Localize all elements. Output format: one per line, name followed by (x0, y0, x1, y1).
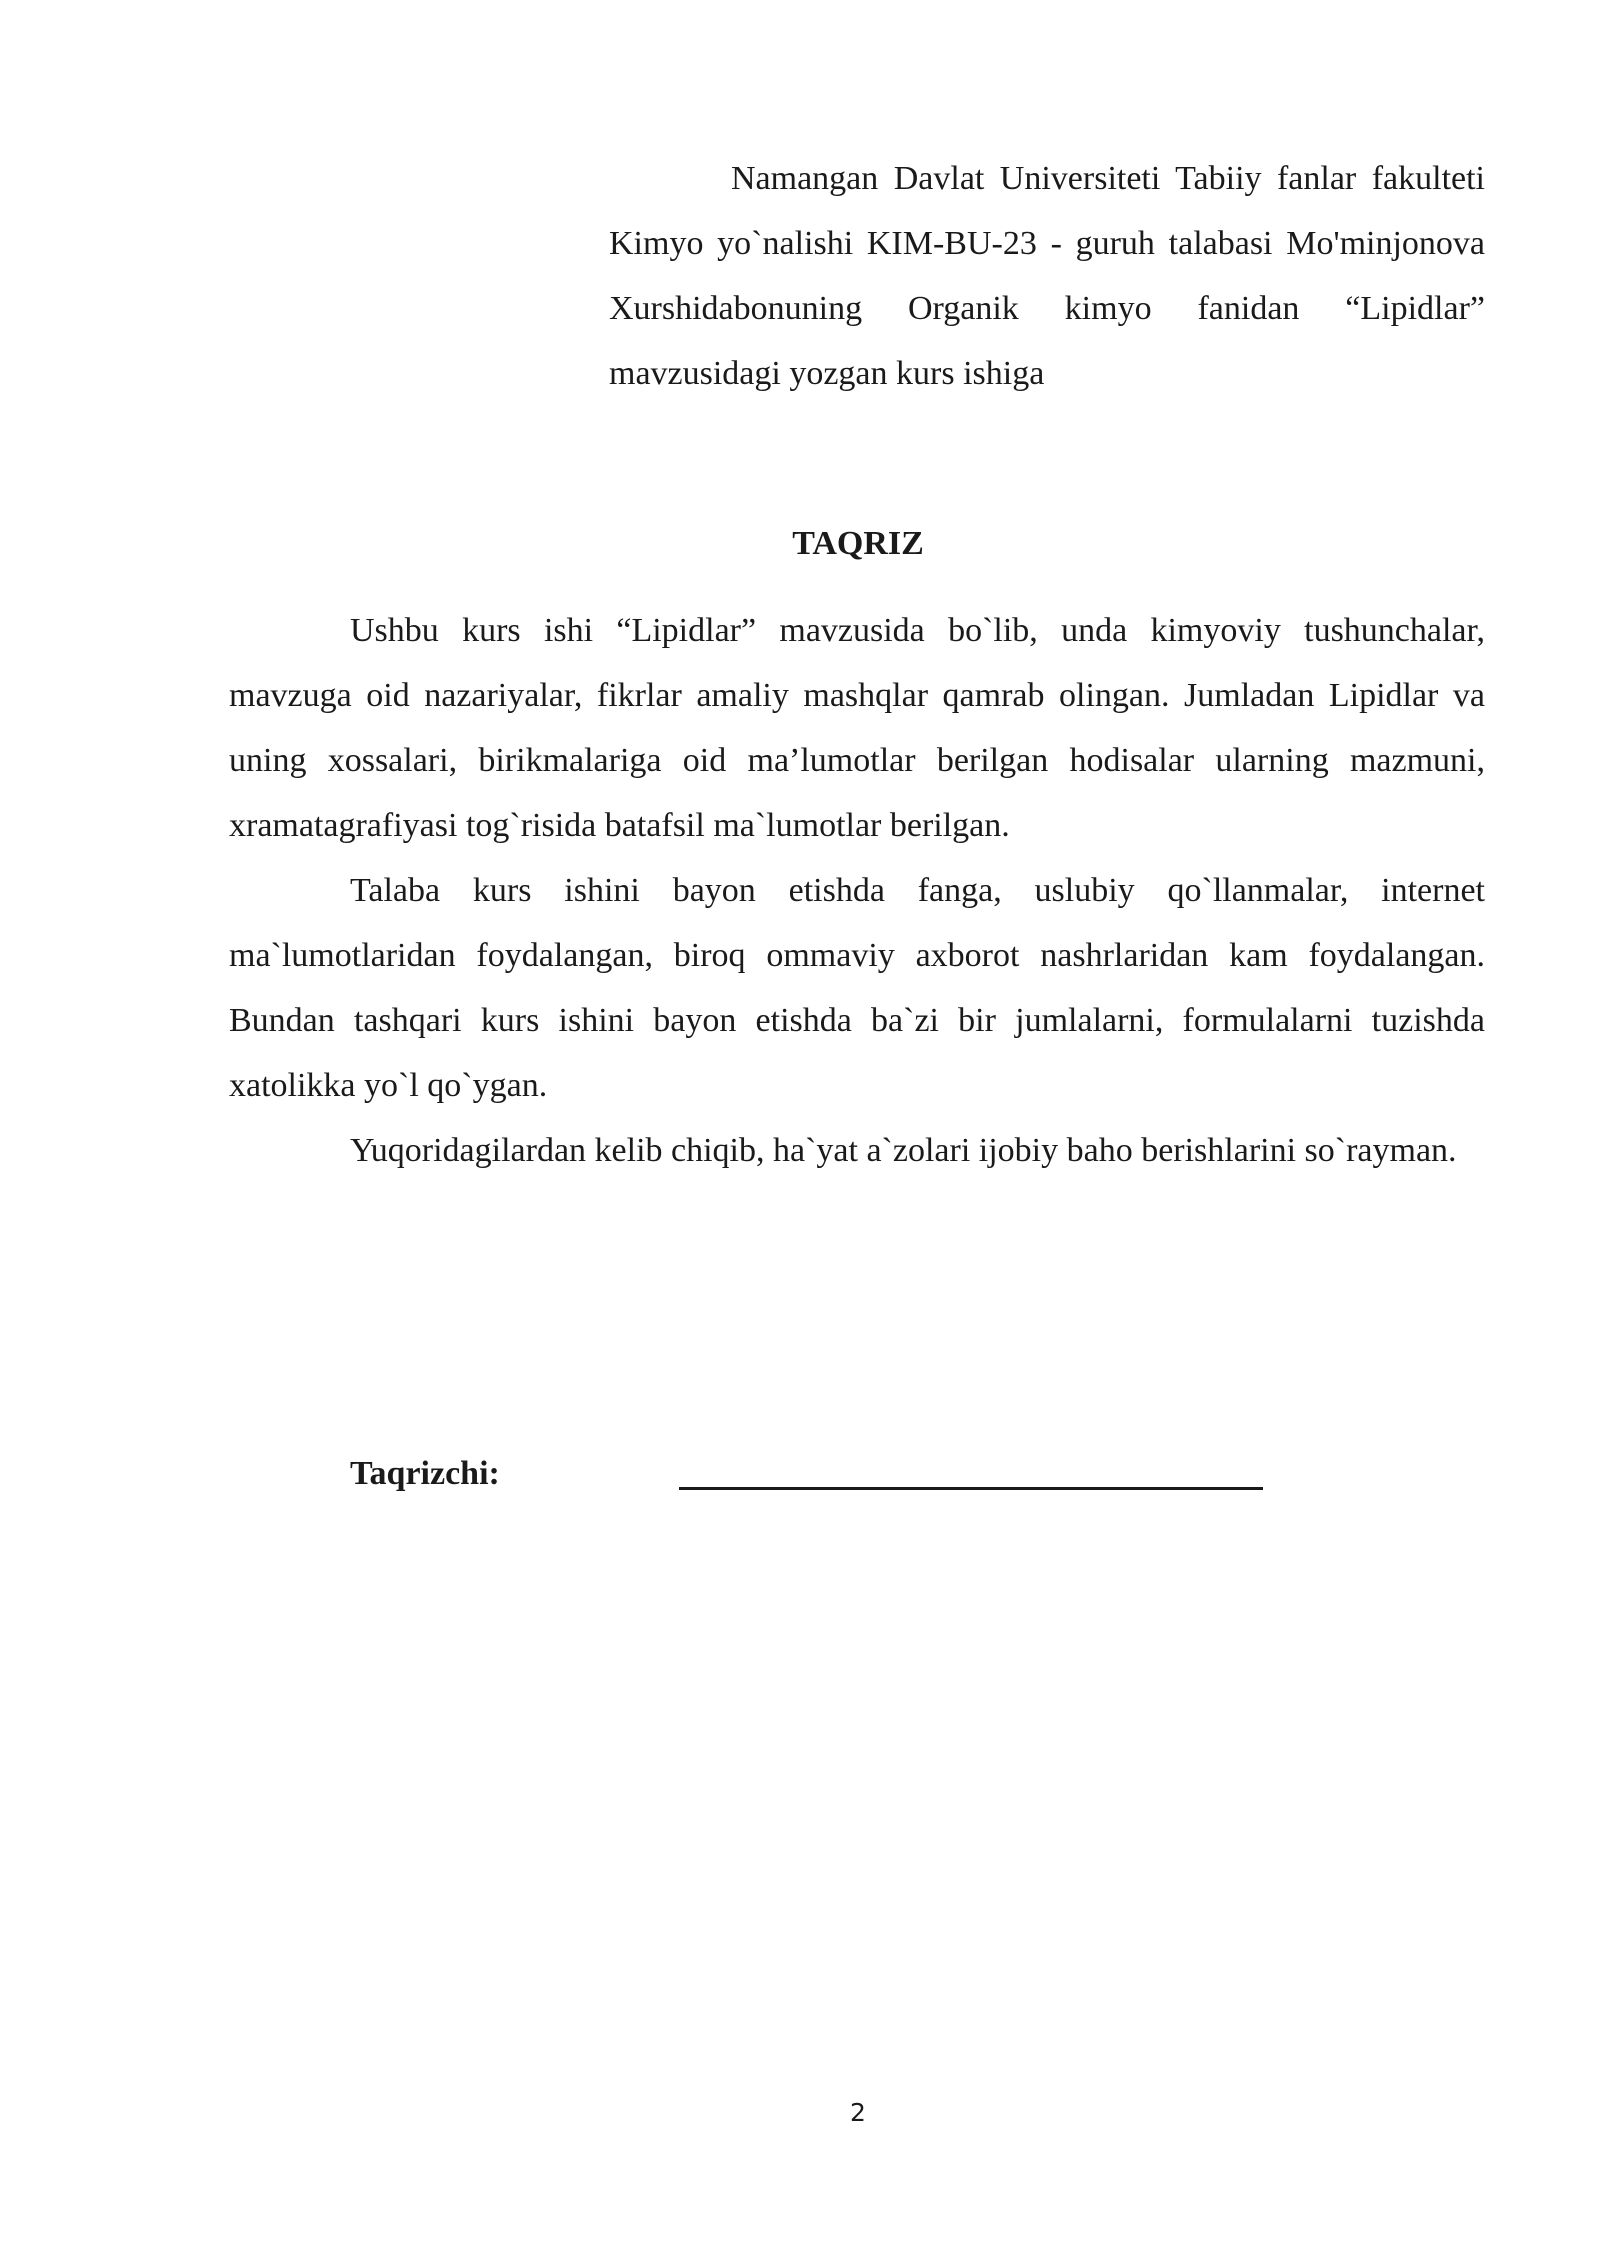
review-paragraph-2: Talaba kurs ishini bayon etishda fanga, uslubiy qo`llanmalar, internet ma`lumotlaridan foydalangan, biroq ommaviy axborot nashrlaridan kam foydalangan. Bundan tashqari kurs ishini bayon etishda ba`zi bir jumlalarni, formulalarni tuzishda xatolikka yo`l qo`ygan. (229, 872, 1485, 1104)
review-paragraph-1: Ushbu kurs ishi “Lipidlar” mavzusida bo`lib, unda kimyoviy tushunchalar, mavzuga oid nazariyalar, fikrlar amaliy mashqlar qamrab olingan. Jumladan Lipidlar va uning xossalari, birikmalariga oid ma’lumotlar berilgan hodisalar ularning mazmuni, xramatagrafiyasi tog`risida batafsil ma`lumotlar berilgan. (229, 612, 1485, 844)
review-paragraph-3: Yuqoridagilardan kelib chiqib, ha`yat a`zolari ijobiy baho berishlarini so`rayman. (350, 1132, 1457, 1169)
page-number: 2 (850, 2098, 866, 2127)
document-title: TAQRIZ (792, 525, 924, 562)
review-body (229, 598, 1485, 1183)
signature-line (679, 1487, 1263, 1490)
reviewer-signature-block (350, 1441, 1350, 1506)
address-block: Namangan Davlat Universiteti Tabiiy fanlar fakulteti Kimyo yo`nalishi KIM-BU-23 - guruh talabasi Mo'minjonova Xurshidabonuning Organik kimyo fanidan “Lipidlar” mavzusidagi yozgan kurs ishiga (609, 160, 1485, 392)
reviewer-label: Taqrizchi: (350, 1455, 500, 1492)
